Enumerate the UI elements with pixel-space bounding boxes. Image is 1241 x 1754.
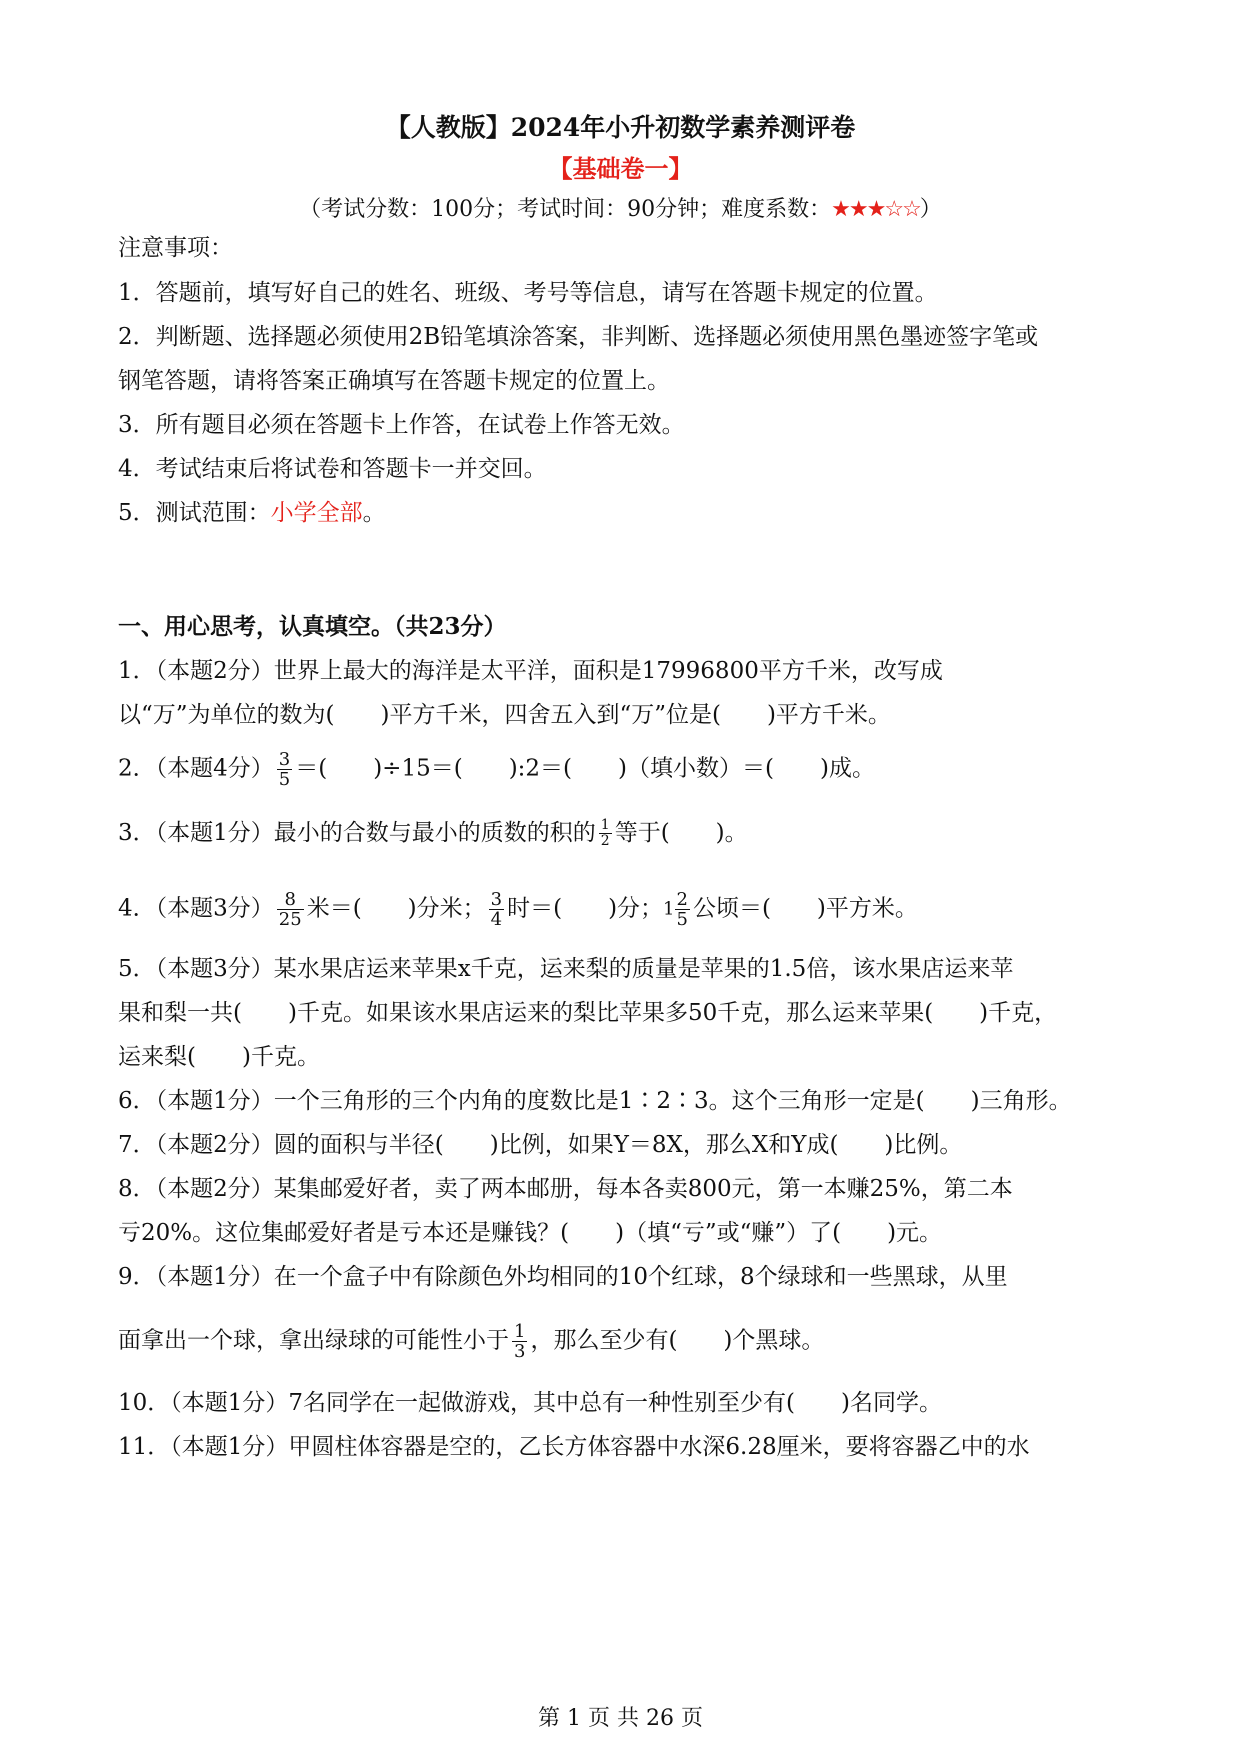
fraction-numerator: 3 xyxy=(278,749,291,770)
page-subtitle: 【基础卷一】 xyxy=(548,154,693,183)
question-3-prefix: 3．（本题1分）最小的合数与最小的质数的积的 xyxy=(118,820,596,846)
page-title: 【人教版】2024年小升初数学素养测评卷 xyxy=(385,113,856,142)
question-8-line-2: 亏20%。这位集邮爱好者是亏本还是赚钱？( )（填“亏”或“赚”）了( )元。 xyxy=(118,1220,943,1246)
question-8-line-1: 8．（本题2分）某集邮爱好者，卖了两本邮册，每本各卖800元，第一本赚25%，第二本 xyxy=(118,1176,1013,1202)
question-2-prefix: 2．（本题4分） xyxy=(118,755,274,782)
notice-item-5-prefix: 5．测试范围： xyxy=(118,500,271,526)
difficulty-stars-filled-icon: ★★★ xyxy=(831,197,885,222)
question-3 xyxy=(118,818,748,849)
question-5-line-3: 运来梨( )千克。 xyxy=(118,1044,320,1070)
notice-item-5 xyxy=(118,498,386,528)
question-4 xyxy=(118,890,918,929)
fraction xyxy=(489,890,504,929)
question-4-prefix: 4．（本题3分） xyxy=(118,895,274,922)
exam-info xyxy=(0,192,1241,223)
fraction-numerator: 8 xyxy=(277,890,304,910)
notice-item-2-cont: 钢笔答题，请将答案正确填写在答题卡规定的位置上。 xyxy=(118,368,670,394)
notice-item-4: 4．考试结束后将试卷和答题卡一并交回。 xyxy=(118,456,547,482)
notice-heading: 注意事项： xyxy=(118,235,233,261)
notice-item-1: 1．答题前，填写好自己的姓名、班级、考号等信息，请写在答题卡规定的位置。 xyxy=(118,280,938,306)
question-7: 7．（本题2分）圆的面积与半径( )比例，如果Y＝8X，那么X和Y成( )比例。 xyxy=(118,1132,963,1158)
fraction-numerator: 1 xyxy=(514,1321,526,1342)
notice-item-5-suffix: 。 xyxy=(362,500,386,526)
question-9-prefix: 面拿出一个球，拿出绿球的可能性小于 xyxy=(118,1327,509,1354)
question-4-mid-1: 米＝( )分米； xyxy=(306,895,486,922)
question-4-mid-2: 时＝( )分； xyxy=(507,895,664,922)
notice-item-5-scope: 小学全部 xyxy=(270,500,363,526)
fraction-denominator: 5 xyxy=(676,909,688,930)
fraction xyxy=(675,890,690,929)
question-11: 11．（本题1分）甲圆柱体容器是空的，乙长方体容器中水深6.28厘米，要将容器乙中的水 xyxy=(118,1434,1030,1460)
question-3-suffix: 等于( )。 xyxy=(614,820,748,846)
question-1-line-1: 1．（本题2分）世界上最大的海洋是太平洋，面积是17996800平方千米，改写成 xyxy=(118,658,943,684)
question-2-suffix: ＝( )÷15＝( ):2＝( )（填小数）＝( )成。 xyxy=(295,755,875,782)
fraction xyxy=(277,750,292,789)
fraction-denominator: 4 xyxy=(490,909,503,930)
fraction-numerator: 1 xyxy=(600,817,610,833)
question-9-suffix: ，那么至少有( )个黑球。 xyxy=(530,1327,825,1354)
question-4-suffix: 公顷＝( )平方米。 xyxy=(692,895,918,922)
exam-info-suffix: ） xyxy=(919,197,942,222)
fraction-denominator: 25 xyxy=(278,909,302,930)
fraction-denominator: 3 xyxy=(514,1341,526,1362)
exam-info-prefix: （考试分数：100分；考试时间：90分钟；难度系数： xyxy=(299,197,832,222)
notice-item-3: 3．所有题目必须在答题卡上作答，在试卷上作答无效。 xyxy=(118,412,685,438)
question-2 xyxy=(118,750,875,789)
question-5-line-2: 果和梨一共( )千克。如果该水果店运来的梨比苹果多50千克，那么运来苹果( )千克， xyxy=(118,1000,1058,1026)
fraction xyxy=(277,890,304,929)
mixed-number-integer: 1 xyxy=(663,898,675,920)
fraction-denominator: 5 xyxy=(278,769,291,790)
question-1-line-2: 以“万”为单位的数为( )平方千米，四舍五入到“万”位是( )平方千米。 xyxy=(118,702,891,728)
question-5-line-1: 5．（本题3分）某水果店运来苹果x千克，运来梨的质量是苹果的1.5倍，该水果店运来苹 xyxy=(118,956,1014,982)
question-9-line-1: 9．（本题1分）在一个盒子中有除颜色外均相同的10个红球，8个绿球和一些黑球，从里 xyxy=(118,1264,1008,1290)
section-1-heading: 一、用心思考，认真填空。（共23分） xyxy=(118,613,507,640)
fraction-denominator: 2 xyxy=(600,833,610,849)
fraction xyxy=(599,818,612,849)
fraction-numerator: 2 xyxy=(676,889,688,910)
question-6: 6．（本题1分）一个三角形的三个内角的度数比是1∶2∶3。这个三角形一定是( )三角形。 xyxy=(118,1088,1072,1114)
question-10: 10．（本题1分）7名同学在一起做游戏，其中总有一种性别至少有( )名同学。 xyxy=(118,1390,942,1416)
question-9-line-2 xyxy=(118,1322,824,1361)
notice-item-2: 2．判断题、选择题必须使用2B铅笔填涂答案，非判断、选择题必须使用黑色墨迹签字笔或 xyxy=(118,324,1039,350)
page-footer: 第 1 页 共 26 页 xyxy=(538,1706,703,1731)
difficulty-stars-empty-icon: ☆☆ xyxy=(884,197,920,222)
fraction xyxy=(512,1322,527,1361)
fraction-numerator: 3 xyxy=(490,889,503,910)
